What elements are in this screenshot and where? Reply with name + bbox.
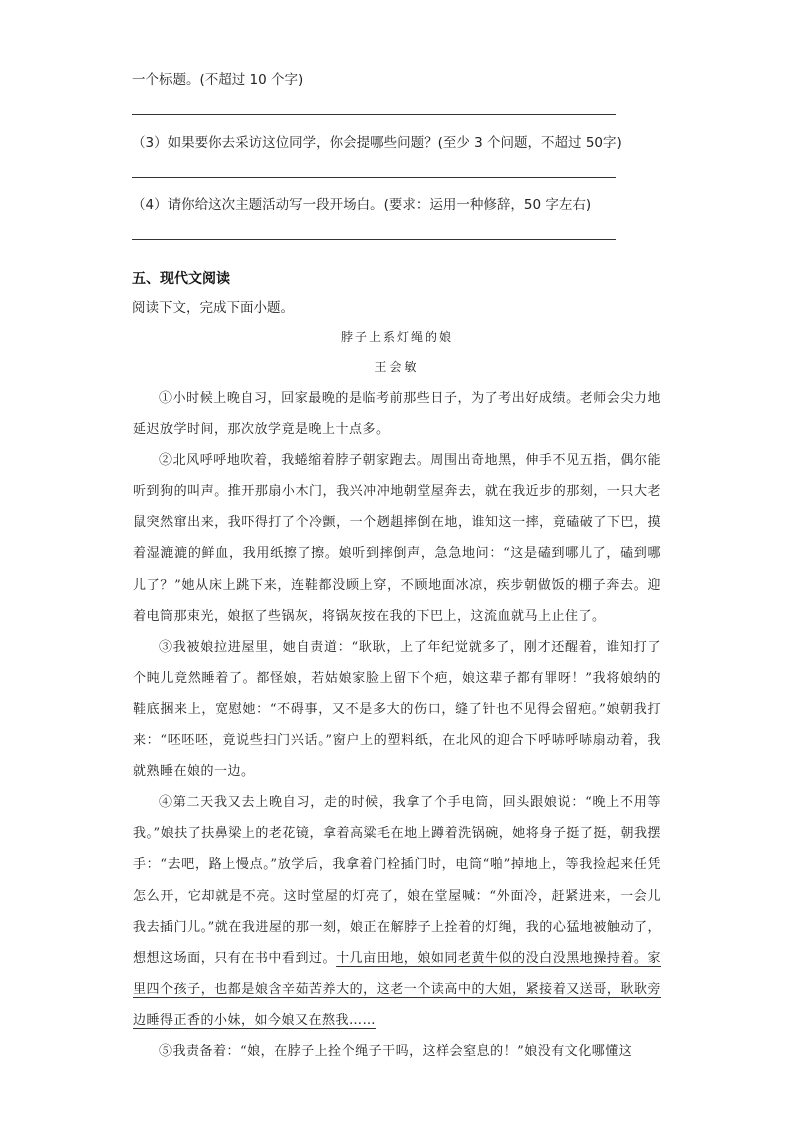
paragraph-4-underlined-passage: 十几亩田地，娘如同老黄牛似的没白没黑地操持着。家里四个孩子，也都是娘含辛茹苦养大的，这老一个读高中的大姐，紧接着又送哥，耿耿旁边睡得正香的小妹，如今娘又在熬我…… [133, 950, 661, 1028]
section-heading: 五、现代文阅读 [132, 271, 230, 287]
paragraph-4 [133, 787, 661, 1036]
paragraph-5: ⑤我责备着：“娘，在脖子上拴个绳子干吗，这样会窒息的！”娘没有文化哪懂这 [159, 1043, 633, 1059]
paragraph-3: ③我被娘拉进屋里，她自责道：“耿耿，上了年纪觉就多了，刚才还醒着，谁知打了个盹儿竟然睡着了。都怪娘，若姑娘家脸上留下个疤，娘这辈子都有罪呀！”我将娘纳的鞋底捆来上，宽慰她：“不碍事，又不是多大的伤口，缝了针也不见得会留疤。”娘朝我打来：“呸呸呸，竟说些扫门兴话。”窗户上的塑料纸，在北风的迎合下呼哧呼哧扇动着，我就熟睡在娘的一边。 [133, 639, 661, 780]
article-author: 王会敏 [374, 360, 420, 374]
article-title: 脖子上系灯绳的娘 [340, 330, 453, 344]
article-body [133, 383, 661, 1067]
answer-line-q4[interactable] [132, 239, 616, 240]
section-instruction: 阅读下文，完成下面小题。 [132, 300, 294, 316]
question-3: （3）如果要你去采访这位同学，你会提哪些问题？(至少 3 个问题，不超过 50字) [132, 135, 622, 151]
paragraph-1: ①小时候上晚自习，回家最晚的是临考前那些日子，为了考出好成绩。老师会尖力地延迟放学时间，那次放学竟是晚上十点多。 [133, 391, 661, 438]
answer-line-q2[interactable] [132, 114, 616, 115]
question-4: （4）请你给这次主题活动写一段开场白。(要求：运用一种修辞，50 字左右) [132, 197, 592, 213]
answer-line-q3[interactable] [132, 177, 616, 178]
paragraph-4-lead: ④第二天我又去上晚自习，走的时候，我拿了个手电筒，回头跟娘说：“晚上不用等我。”娘扶了扶鼻梁上的老花镜，拿着高粱毛在地上蹲着洗锅碗，她将身子挺了挺，朝我摆手：“去吧，路上慢点。”放学后，我拿着门栓插门时，电筒“啪”掉地上，等我捡起来任凭怎么开，它却就是不亮。这时堂屋的灯亮了，娘在堂屋喊：“外面冷，赶紧进来，一会儿我去插门儿。”就在我进屋的那一刻，娘正在解脖子上拴着的灯绳，我的心猛地被触动了，想想这场面，只有在书中看到过。 [133, 795, 661, 966]
paragraph-2: ②北风呼呼地吹着，我蜷缩着脖子朝家跑去。周围出奇地黑，伸手不见五指，偶尔能听到狗的叫声。推开那扇小木门，我兴冲冲地朝堂屋奔去，就在我近步的那刻，一只大老鼠突然窜出来，我吓得打了个冷颤，一个趔趄摔倒在地，谁知这一摔，竟磕破了下巴，摸着湿漉漉的鲜血，我用纸擦了擦。娘听到摔倒声，急急地问：“这是磕到哪儿了，磕到哪儿了？”她从床上跳下来，连鞋都没顾上穿，不顾地面冰凉，疾步朝做饭的棚子奔去。迎着电筒那束光，娘抠了些锅灰，将锅灰按在我的下巴上，这流血就马上止住了。 [133, 453, 661, 624]
question-2-continuation: 一个标题。(不超过 10 个字) [132, 72, 304, 88]
